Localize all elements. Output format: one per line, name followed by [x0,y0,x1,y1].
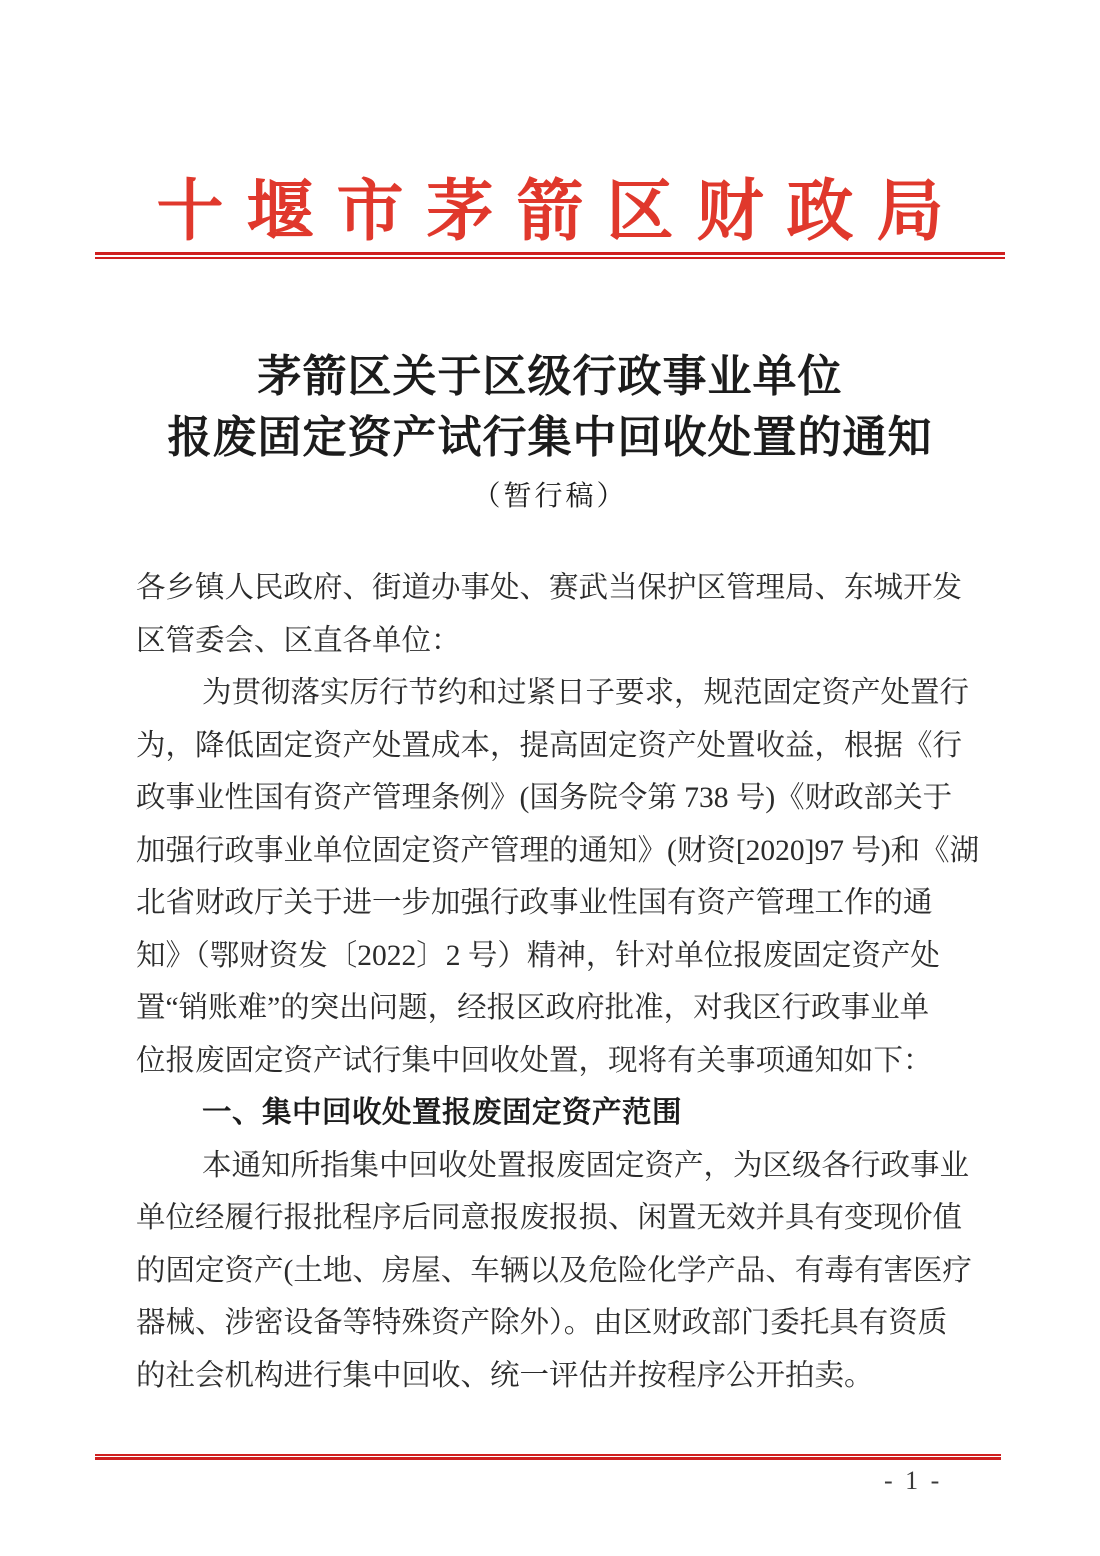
salutation-line-2: 区管委会、区直各单位： [136,624,461,657]
section-1-heading: 一、集中回收处置报废固定资产范围 [202,1096,683,1129]
paragraph-1-line-3: 政事业性国有资产管理条例》(国务院令第 738 号)《财政部关于 [136,782,953,814]
page-number: - 1 - [884,1466,943,1495]
paragraph-1-line-1: 为贯彻落实厉行节约和过紧日子要求，规范固定资产处置行 [202,677,970,709]
paragraph-2-line-1: 本通知所指集中回收处置报废固定资产，为区级各行政事业 [202,1149,970,1182]
paragraph-1-line-8: 位报废固定资产试行集中回收处置，现将有关事项通知如下： [136,1044,933,1077]
document-title [0,346,1100,468]
salutation-line-1: 各乡镇人民政府、街道办事处、赛武当保护区管理局、东城开发 [136,572,963,604]
header-separator-line [95,252,1005,259]
paragraph-2-line-5: 的社会机构进行集中回收、统一评估并按程序公开拍卖。 [136,1359,874,1392]
paragraph-1-line-4: 加强行政事业单位固定资产管理的通知》(财资[2020]97 号)和《湖 [136,834,980,867]
paragraph-1-line-6: 知》（鄂财资发〔2022〕2 号）精神，针对单位报废固定资产处 [136,939,940,972]
paragraph-2-line-3: 的固定资产(土地、房屋、车辆以及危险化学产品、有毒有害医疗 [136,1254,972,1287]
paragraph-1-line-5: 北省财政厅关于进一步加强行政事业性国有资产管理工作的通 [136,887,933,919]
paragraph-1-line-7: 置“销账难”的突出问题，经报区政府批准，对我区行政事业单 [136,992,930,1024]
document-title-line2: 报废固定资产试行集中回收处置的通知 [167,413,933,462]
footer-separator-line [95,1454,1001,1460]
paragraph-1-line-2: 为，降低固定资产处置成本，提高固定资产处置收益，根据《行 [136,729,963,762]
document-subtitle: （暂行稿） [472,481,628,512]
agency-masthead: 十堰市茅箭区财政局 [156,175,967,249]
separator-bar [95,1457,1001,1460]
document-body [136,562,980,1402]
paragraph-2-line-4: 器械、涉密设备等特殊资产除外）。由区财政部门委托具有资质 [136,1307,948,1339]
paragraph-2-line-2: 单位经履行报批程序后同意报废报损、闲置无效并具有变现价值 [136,1202,963,1234]
separator-bar [95,257,1005,259]
document-title-line1: 茅箭区关于区级行政事业单位 [257,352,843,401]
